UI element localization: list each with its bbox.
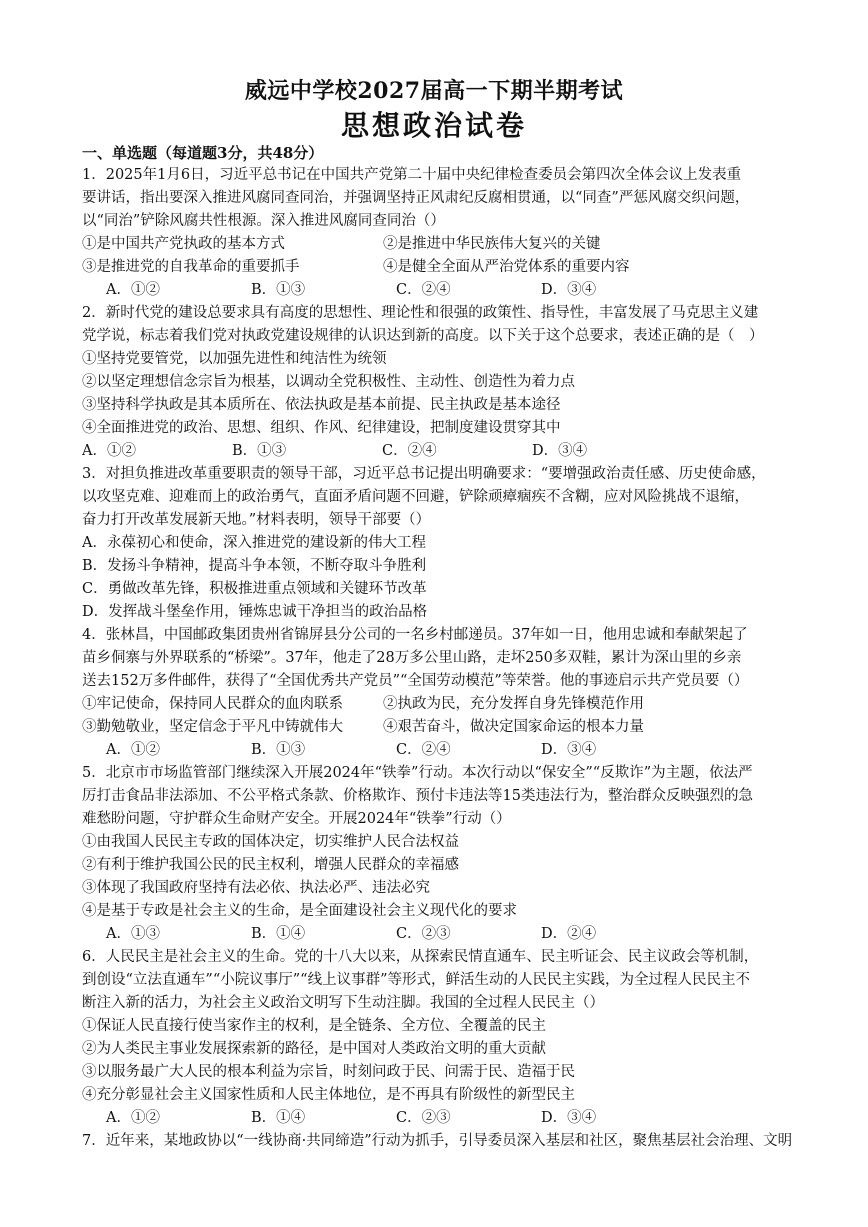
question-stem-line: 党学说，标志着我们党对执政党建设规律的认识达到新的高度。以下关于这个总要求，表述正确的是（ ）	[82, 328, 764, 344]
option-d: D．发挥战斗堡垒作用，锤炼忠诚干净担当的政治品格	[82, 604, 428, 620]
statement-1: ①是中国共产党执政的基本方式	[82, 236, 285, 252]
question-stem-line: 3．对担负推进改革重要职责的领导干部，习近平总书记提出明确要求：“要增强政治责任感、历史使命感，	[82, 466, 766, 482]
question-1	[82, 164, 802, 302]
option-c: C．②④	[396, 742, 451, 758]
option-b: B．①③	[232, 443, 287, 459]
option-c: C．②④	[382, 443, 437, 459]
question-stem-line: 1．2025年1月6日，习近平总书记在中国共产党第二十届中央纪律检查委员会第四次全体会议上发表重	[82, 167, 742, 183]
answer-options	[82, 739, 802, 762]
statement-row	[82, 256, 802, 279]
option-c: C．②③	[396, 926, 451, 942]
question-5	[82, 762, 802, 946]
statement-2: ②执政为民，充分发挥自身先锋模范作用	[383, 696, 644, 712]
option-d: D．②④	[541, 926, 597, 942]
option-a: A．①③	[106, 926, 160, 942]
statement-4: ④充分彰显社会主义国家性质和人民主体地位，是不再具有阶级性的新型民主	[82, 1087, 575, 1103]
option-b: B．①④	[251, 926, 306, 942]
question-stem-line: 断注入新的活力，为社会主义政治文明写下生动注脚。我国的全过程人民民主（）	[82, 995, 604, 1011]
option-b: B．发扬斗争精神，提高斗争本领，不断夺取斗争胜利	[82, 558, 427, 574]
answer-options	[82, 279, 802, 302]
statement-1: ①保证人民直接行使当家作主的权利，是全链条、全方位、全覆盖的民主	[82, 1018, 546, 1034]
question-body	[82, 164, 802, 1153]
question-stem-line: 到创设“立法直通车”“小院议事厅”“线上议事群”等形式，鲜活生动的人民民主实践，为全过程人民民主不	[82, 972, 750, 988]
option-a: A．①②	[106, 282, 160, 298]
option-b: B．①③	[251, 742, 306, 758]
answer-options	[82, 1107, 802, 1130]
option-a: A．①②	[82, 443, 136, 459]
question-stem-line: 厉打击食品非法添加、不公平格式条款、价格欺诈、预付卡违法等15类违法行为，整治群众反映强烈的急	[82, 788, 753, 804]
statement-3: ③以服务最广大人民的根本利益为宗旨，时刻问政于民、问需于民、造福于民	[82, 1064, 575, 1080]
statement-2: ②为人类民主事业发展探索新的路径，是中国对人类政治文明的重大贡献	[82, 1041, 546, 1057]
statement-3: ③体现了我国政府坚持有法必依、执法必严、违法必究	[82, 880, 430, 896]
question-stem-line: 2．新时代党的建设总要求具有高度的思想性、理论性和很强的政策性、指导性，丰富发展了马克思主义建	[82, 305, 759, 321]
question-2	[82, 302, 802, 463]
option-a: A．永葆初心和使命，深入推进党的建设新的伟大工程	[82, 535, 426, 551]
option-c: C．②③	[396, 1110, 451, 1126]
answer-options	[82, 440, 802, 463]
statement-row	[82, 716, 802, 739]
question-stem-line: 难愁盼问题，守护群众生命财产安全。开展2024年“铁拳”行动（）	[82, 811, 511, 827]
statement-4: ④是基于专政是社会主义的生命，是全面建设社会主义现代化的要求	[82, 903, 517, 919]
option-c: C．勇做改革先锋，积极推进重点领域和关键环节改革	[82, 581, 427, 597]
statement-1: ①坚持党要管党，以加强先进性和纯洁性为统领	[82, 351, 387, 367]
statement-4: ④是健全全面从严治党体系的重要内容	[383, 259, 630, 275]
option-d: D．③④	[532, 443, 588, 459]
question-stem-line: 以“同治”铲除风腐共性根源。深入推进风腐同查同治（）	[82, 213, 445, 229]
option-a: A．①②	[106, 1110, 160, 1126]
question-stem-line: 4．张林昌，中国邮政集团贵州省锦屏县分公司的一名乡村邮递员。37年如一日，他用忠诚和奉献架起了	[82, 627, 748, 643]
statement-2: ②有利于维护我国公民的民主权利，增强人民群众的幸福感	[82, 857, 459, 873]
question-6	[82, 946, 802, 1130]
option-d: D．③④	[541, 742, 597, 758]
statement-2: ②以坚定理想信念宗旨为根基，以调动全党积极性、主动性、创造性为着力点	[82, 374, 575, 390]
statement-3: ③坚持科学执政是其本质所在、依法执政是基本前提、民主执政是基本途径	[82, 397, 561, 413]
exam-subtitle: 思想政治试卷	[340, 109, 527, 142]
question-stem-line: 苗乡侗寨与外界联系的“桥梁”。37年，他走了28万多公里山路，走坏250多双鞋，累计为深山里的乡亲	[82, 650, 742, 666]
statement-3: ③勤勉敬业，坚定信念于平凡中铸就伟大	[82, 719, 343, 735]
statement-2: ②是推进中华民族伟大复兴的关键	[383, 236, 601, 252]
section-heading: 一、单选题（每道题3分，共48分）	[82, 144, 324, 162]
question-7	[82, 1130, 802, 1153]
question-stem-line: 6．人民民主是社会主义的生命。党的十八大以来，从探索民情直通车、民主听证会、民主议政会等机制，	[82, 949, 759, 965]
question-stem-line: 7．近年来，某地政协以“一线协商·共同缔造”行动为抓手，引导委员深入基层和社区，聚焦基层社会治理、文明	[82, 1133, 793, 1149]
answer-options	[82, 923, 802, 946]
question-4	[82, 624, 802, 762]
option-b: B．①③	[251, 282, 306, 298]
statement-3: ③是推进党的自我革命的重要抓手	[82, 259, 300, 275]
statement-4: ④全面推进党的政治、思想、组织、作风、纪律建设，把制度建设贯穿其中	[82, 420, 561, 436]
question-stem-line: 要讲话，指出要深入推进风腐同查同治，并强调坚持正风肃纪反腐相贯通，以“同查”严惩风腐交织问题，	[82, 190, 750, 206]
option-b: B．①④	[251, 1110, 306, 1126]
option-a: A．①②	[106, 742, 160, 758]
statement-1: ①牢记使命，保持同人民群众的血肉联系	[82, 696, 343, 712]
question-stem-line: 送去152万多件邮件，获得了“全国优秀共产党员”“全国劳动模范”等荣誉。他的事迹启示共产党员要（）	[82, 673, 749, 689]
question-stem-line: 5．北京市市场监管部门继续深入开展2024年“铁拳”行动。本次行动以“保安全”“反欺诈”为主题，依法严	[82, 765, 753, 781]
statement-row	[82, 233, 802, 256]
statement-4: ④艰苦奋斗，做决定国家命运的根本力量	[383, 719, 644, 735]
option-d: D．③④	[541, 1110, 597, 1126]
option-c: C．②④	[396, 282, 451, 298]
exam-title: 威远中学校2027届高一下期半期考试	[244, 78, 624, 104]
statement-row	[82, 693, 802, 716]
statement-1: ①由我国人民民主专政的国体决定，切实维护人民合法权益	[82, 834, 459, 850]
question-stem-line: 以攻坚克难、迎难而上的政治勇气，直面矛盾问题不回避，铲除顽瘴痼疾不含糊，应对风险挑战不退缩，	[82, 489, 749, 505]
question-stem-line: 奋力打开改革发展新天地。”材料表明，领导干部要（）	[82, 512, 431, 528]
option-d: D．③④	[541, 282, 597, 298]
question-3	[82, 463, 802, 624]
